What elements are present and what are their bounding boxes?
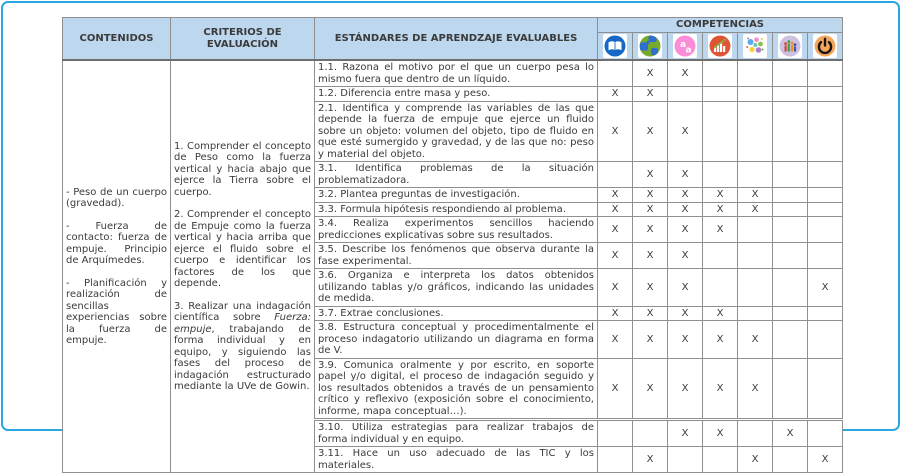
column-header-contenidos: CONTENIDOS [63,18,171,61]
standard-text: 1.2. Diferencia entre masa y peso. [315,87,598,102]
competency-mark-cell-4: X [703,188,738,203]
competency-mark-cell-4: X [703,321,738,359]
competency-mark-cell-2: X [633,321,668,359]
competency-mark-cell-7 [808,101,843,162]
competency-mark-cell-4 [703,162,738,188]
competency-mark-cell-1: X [598,217,633,243]
competency-mark-cell-2: X [633,202,668,217]
standard-text: 3.4. Realiza experimentos sencillos haciendo predicciones explicativas sobre sus resultados. [315,217,598,243]
competency-mark-cell-3: X [668,321,703,359]
competency-mark-cell-2: X [633,87,668,102]
competency-mark-cell-1 [598,60,633,87]
competency-mark-cell-1: X [598,188,633,203]
book-icon [603,34,627,58]
competency-mark-cell-3: X [668,243,703,269]
svg-text:a: a [685,45,692,56]
competency-mark-cell-3: X [668,60,703,87]
competency-mark-cell-6 [773,321,808,359]
competency-mark-cell-7 [808,60,843,87]
competency-mark-cell-2: X [633,60,668,87]
standard-text: 3.5. Describe los fenómenos que observa durante la fase experimental. [315,243,598,269]
competency-mark-cell-5 [738,101,773,162]
people-icon [778,34,802,58]
standard-text: 3.9. Comunica oralmente y por escrito, en soporte papel y/o digital, el proceso de indagación seguido y los resultados obtenidos a través de un pensamiento crítico y reflexivo (exposición sobre el conocimiento, informe, mapa conceptual…). [315,358,598,420]
contenidos-cell [63,60,171,473]
competency-mark-cell-4 [703,101,738,162]
competency-mark-cell-6 [773,447,808,473]
column-header-competencias: COMPETENCIAS [598,18,843,33]
competency-mark-cell-6 [773,358,808,420]
competency-mark-cell-7 [808,358,843,420]
competency-mark-cell-5: X [738,202,773,217]
competency-mark-cell-6 [773,269,808,307]
contenidos-paragraph: - Planificación y realización de sencillas experiencias sobre la fuerza de empuje. [66,277,167,346]
people-icon-cell [773,33,808,61]
power-icon [813,34,837,58]
competency-mark-cell-1: X [598,87,633,102]
competency-mark-cell-7 [808,87,843,102]
letters-aa-icon-cell [668,33,703,61]
competency-mark-cell-7: X [808,269,843,307]
competency-mark-cell-2 [633,420,668,447]
globe-puzzle-icon-cell [633,33,668,61]
competency-mark-cell-1 [598,162,633,188]
competency-mark-cell-2: X [633,358,668,420]
competency-mark-cell-6 [773,188,808,203]
competency-mark-cell-4 [703,87,738,102]
competency-mark-cell-7 [808,420,843,447]
competency-mark-cell-6 [773,87,808,102]
competency-mark-cell-7 [808,162,843,188]
competency-mark-cell-2: X [633,188,668,203]
competency-mark-cell-6 [773,306,808,321]
competency-mark-cell-3 [668,447,703,473]
competency-mark-cell-3: X [668,202,703,217]
power-icon-cell [808,33,843,61]
chart-growth-icon-cell [703,33,738,61]
column-header-criterios: CRITERIOS DE EVALUACIÓN [171,18,315,61]
competency-mark-cell-3: X [668,188,703,203]
competency-mark-cell-7 [808,188,843,203]
competency-mark-cell-4: X [703,306,738,321]
competency-mark-cell-1: X [598,358,633,420]
letters-aa-icon [673,34,697,58]
competency-mark-cell-6 [773,243,808,269]
competency-mark-cell-3: X [668,162,703,188]
competency-mark-cell-4 [703,243,738,269]
art-splash-icon-cell [738,33,773,61]
criterio-1: 1. Comprender el concepto de Peso como la fuerza vertical y hacia abajo que ejerce la Tierra sobre el cuerpo. [174,140,311,198]
competency-mark-cell-6 [773,162,808,188]
competency-mark-cell-4 [703,60,738,87]
competency-mark-cell-6 [773,217,808,243]
standard-text: 3.8. Estructura conceptual y procedimentalmente el proceso indagatorio utilizando un diagrama en forma de V. [315,321,598,359]
contenidos-paragraph: - Peso de un cuerpo (gravedad). [66,186,167,209]
competency-mark-cell-1: X [598,202,633,217]
competency-mark-cell-4: X [703,358,738,420]
competency-mark-cell-7 [808,202,843,217]
standard-text: 3.10. Utiliza estrategias para realizar trabajos de forma individual y en equipo. [315,420,598,447]
competency-mark-cell-5: X [738,447,773,473]
competency-mark-cell-2: X [633,243,668,269]
standard-text: 3.3. Formula hipótesis respondiendo al problema. [315,202,598,217]
competency-mark-cell-3: X [668,101,703,162]
competency-mark-cell-7 [808,217,843,243]
competency-mark-cell-5: X [738,188,773,203]
competency-mark-cell-5 [738,243,773,269]
competency-mark-cell-5 [738,217,773,243]
competency-mark-cell-3: X [668,306,703,321]
competency-mark-cell-7: X [808,447,843,473]
competency-mark-cell-3: X [668,358,703,420]
competency-mark-cell-2: X [633,162,668,188]
standard-text: 3.7. Extrae conclusiones. [315,306,598,321]
competency-mark-cell-3: X [668,269,703,307]
competency-mark-cell-6: X [773,420,808,447]
standard-text: 2.1. Identifica y comprende las variables de las que depende la fuerza de empuje que ejerce un fluido sobre un objeto: volumen del objeto, tipo de fluido en que esté sumergido y gravedad, y de las que no: peso y material del objeto. [315,101,598,162]
competency-mark-cell-2: X [633,269,668,307]
globe-puzzle-icon [638,34,662,58]
standard-row [63,60,843,87]
competency-mark-cell-6 [773,101,808,162]
competency-mark-cell-4 [703,447,738,473]
competency-mark-cell-5: X [738,321,773,359]
competency-mark-cell-6 [773,60,808,87]
competency-mark-cell-7 [808,321,843,359]
competency-mark-cell-1 [598,447,633,473]
competency-mark-cell-3: X [668,217,703,243]
competency-mark-cell-3 [668,87,703,102]
competency-mark-cell-3: X [668,420,703,447]
competency-mark-cell-4: X [703,217,738,243]
competency-mark-cell-7 [808,243,843,269]
contenidos-paragraph: - Fuerza de contacto: fuerza de empuje. Principio de Arquímedes. [66,220,167,266]
competency-mark-cell-1 [598,420,633,447]
criterios-cell [171,60,315,473]
competency-mark-cell-7 [808,306,843,321]
competency-mark-cell-2: X [633,217,668,243]
competency-mark-cell-4: X [703,420,738,447]
competency-mark-cell-5 [738,269,773,307]
art-splash-icon [743,34,767,58]
svg-text:a: a [680,40,687,50]
competency-mark-cell-1: X [598,101,633,162]
competency-mark-cell-5 [738,306,773,321]
competency-mark-cell-1: X [598,321,633,359]
competency-mark-cell-1: X [598,306,633,321]
competency-mark-cell-2: X [633,101,668,162]
competency-mark-cell-1: X [598,243,633,269]
competency-mark-cell-5 [738,162,773,188]
competency-mark-cell-6 [773,202,808,217]
book-icon-cell [598,33,633,61]
chart-growth-icon [708,34,732,58]
criterio-2: 2. Comprender el concepto de Empuje como la fuerza vertical y hacia arriba que ejerce el fluido sobre el cuerpo e identificar los factores de los que depende. [174,209,311,289]
standard-text: 3.2. Plantea preguntas de investigación. [315,188,598,203]
standard-text: 1.1. Razona el motivo por el que un cuerpo pesa lo mismo fuera que dentro de un líquido. [315,60,598,87]
competency-mark-cell-4: X [703,202,738,217]
competency-mark-cell-2: X [633,447,668,473]
competency-mark-cell-5: X [738,358,773,420]
competency-mark-cell-2: X [633,306,668,321]
evaluation-rubric-table [62,17,843,473]
column-header-estandares: ESTÁNDARES DE APRENDZAJE EVALUABLES [315,18,598,61]
competency-mark-cell-1: X [598,269,633,307]
standard-text: 3.1. Identifica problemas de la situación problematizadora. [315,162,598,188]
competency-mark-cell-5 [738,420,773,447]
criterio-3: 3. Realizar una indagación científica sobre Fuerza: empuje, trabajando de forma individual y en equipo, y siguiendo las fases del proceso de indagación estructurado mediante la UVe de Gowin. [174,300,311,392]
competency-mark-cell-5 [738,87,773,102]
standard-text: 3.11. Hace un uso adecuado de las TIC y los materiales. [315,447,598,473]
standard-text: 3.6. Organiza e interpreta los datos obtenidos utilizando tablas y/o gráficos, indicando las unidades de medida. [315,269,598,307]
competency-mark-cell-4 [703,269,738,307]
competency-mark-cell-5 [738,60,773,87]
